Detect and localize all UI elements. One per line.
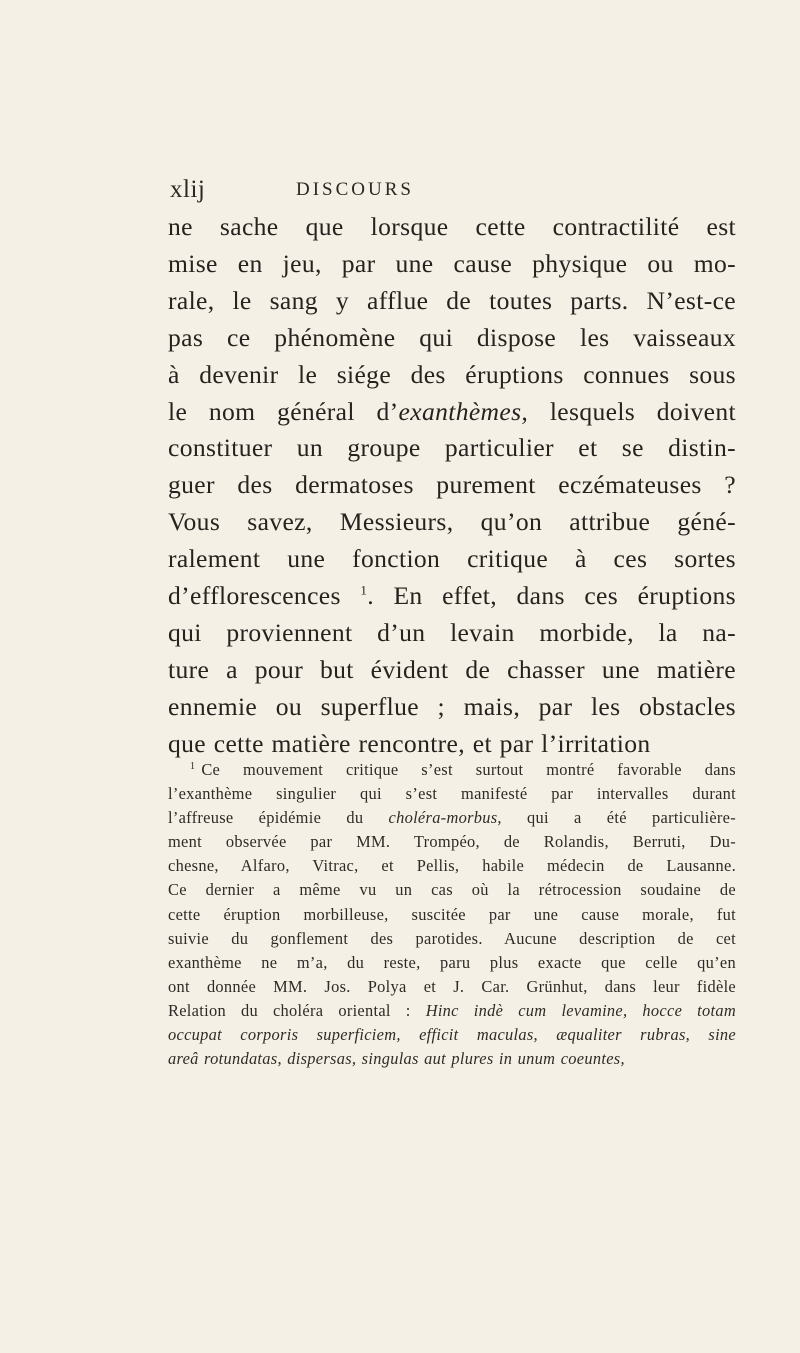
text-segment: lesquels doivent: [528, 396, 736, 426]
text-line: mise en jeu, par une cause physique ou mo-: [168, 248, 736, 278]
footnote-line: [168, 1047, 736, 1071]
text-line: rale, le sang y afflue de toutes parts. N’est-ce: [168, 285, 736, 315]
text-line: qui proviennent d’un levain morbide, la na-: [168, 617, 736, 647]
text-line: à devenir le siége des éruptions connues sous: [168, 359, 736, 389]
text-segment: Ce mouvement critique s’est surtout montré favorable dans: [201, 760, 736, 779]
text-segment: le nom général d’: [168, 396, 399, 426]
text-segment: d’efflorescences: [168, 581, 361, 611]
footnote: [168, 758, 736, 1071]
main-text: [168, 209, 736, 763]
footnote-line: [168, 1023, 736, 1047]
text-line: ralement une fonction critique à ces sortes: [168, 544, 736, 574]
text-line: guer des dermatoses purement eczémateuses ?: [168, 470, 736, 500]
running-title: DISCOURS: [296, 179, 414, 200]
footnote-line: Ce dernier a même vu un cas où la rétrocession soudaine de: [168, 880, 736, 900]
page-number: xlij: [170, 176, 206, 203]
footnote-line: [168, 999, 736, 1023]
text-segment: l’affreuse épidémie du: [168, 808, 389, 828]
text-segment: Relation du choléra oriental :: [168, 1000, 426, 1020]
text-line: [168, 578, 736, 615]
footnote-marker: 1: [190, 760, 196, 772]
text-line: ennemie ou superflue ; mais, par les obstacles: [168, 691, 736, 721]
footnote-line: [168, 806, 736, 830]
italic-term-exanthemes: exanthèmes,: [398, 396, 529, 426]
footnote-line: suivie du gonflement des parotides. Aucune description de cet: [168, 928, 736, 948]
text-line: [168, 394, 736, 431]
text-line: ture a pour but évident de chasser une matière: [168, 654, 736, 684]
footnote-reference: 1: [360, 582, 368, 598]
text-line: que cette matière rencontre, et par l’irritation: [168, 728, 651, 758]
footnote-line: cette éruption morbilleuse, suscitée par une cause morale, fut: [168, 904, 736, 924]
footnote-line: l’exanthème singulier qui s’est manifesté par intervalles durant: [168, 784, 736, 804]
text-segment: . En effet, dans ces éruptions: [367, 581, 736, 611]
running-head: [170, 176, 730, 206]
text-line: constituer un groupe particulier et se distin-: [168, 433, 736, 463]
text-segment: qui a été particulière-: [501, 808, 736, 828]
latin-quotation: Hinc indè cum levamine, hocce totam: [425, 1000, 736, 1020]
text-line: pas ce phénomène qui dispose les vaisseaux: [168, 322, 736, 352]
latin-quotation: occupat corporis superficiem, efficit maculas, æqualiter rubras, sine: [168, 1025, 736, 1045]
text-line: Vous savez, Messieurs, qu’on attribue géné-: [168, 507, 736, 537]
footnote-line: ont donnée MM. Jos. Polya et J. Car. Grünhut, dans leur fidèle: [168, 976, 736, 996]
footnote-line: ment observée par MM. Trompéo, de Rolandis, Berruti, Du-: [168, 832, 736, 852]
footnote-line: exanthème ne m’a, du reste, paru plus exacte que celle qu’en: [168, 952, 736, 972]
latin-quotation: areâ rotundatas, dispersas, singulas aut plures in unum coeuntes,: [168, 1049, 625, 1069]
footnote-line: [168, 758, 736, 782]
footnote-line: chesne, Alfaro, Vitrac, et Pellis, habile médecin de Lausanne.: [168, 856, 736, 876]
text-line: ne sache que lorsque cette contractilité est: [168, 212, 736, 241]
italic-term-cholera-morbus: choléra-morbus,: [388, 808, 502, 828]
